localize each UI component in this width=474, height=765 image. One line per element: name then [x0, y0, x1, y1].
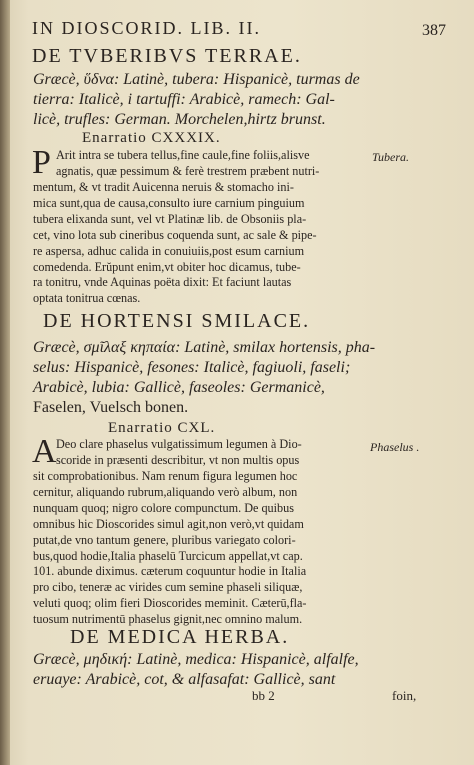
- section-heading-smilace: DE HORTENSI SMILACE.: [43, 310, 311, 332]
- section-names-medica: [33, 650, 359, 690]
- text-line: tuosum nutrimentū phaselus gignit,nec omnino malum.: [33, 612, 303, 627]
- paragraph-tubera: [33, 180, 317, 307]
- text-line: bus,quod hodie,Italia phaselū Turcicum appellat,vt cap.: [33, 548, 303, 563]
- text-line: cernitur, aliquando rubrum,aliquando verò album, non: [33, 484, 298, 499]
- text-line: mentum, & vt tradit Auicenna neruis & stomacho ini-: [33, 180, 294, 194]
- drop-cap-p: P: [32, 144, 51, 181]
- section-heading-tubera: DE TVBERIBVS TERRAE.: [32, 45, 302, 67]
- enarratio-heading-139: Enarratio CXXXIX.: [82, 130, 221, 146]
- names-line: tierra: Italicè, i tartuffi: Arabicè, ramech: Gal-: [33, 91, 335, 108]
- names-line: Græcè, μηδική: Latinè, medica: Hispanicè, alfalfe,: [33, 651, 359, 668]
- text-line: sit comprobationibus. Nam renum figura legumen hoc: [33, 469, 298, 483]
- names-line: Græcè, σμῖλαξ κηπαία: Latinè, smilax hortensis, pha-: [33, 339, 376, 356]
- text-line: Deo clare phaselus vulgatissimum legumen à Dio-: [56, 437, 302, 451]
- text-line: cet, vino lota sub cineribus coquenda sunt, ac sale & pipe-: [33, 227, 317, 242]
- section-names-smilace: [33, 338, 375, 418]
- text-line: re aspersa, adhuc calida in conuiuiis,post esum carnium: [33, 243, 305, 258]
- paragraph-smilace: [33, 469, 307, 628]
- text-line: mica sunt,qua de causa,consulto iure carnium pinguium: [33, 195, 305, 210]
- text-line: putat,de vno tantum genere, pluribus variegato colori-: [33, 532, 296, 547]
- drop-cap-a: A: [32, 433, 57, 470]
- names-line: Arabicè, lubia: Gallicè, faseoles: Germanicè,: [33, 379, 325, 396]
- names-line: licè, trufles: German. Morchelen,hirtz brunst.: [33, 111, 326, 128]
- names-line: eruaye: Arabicè, cot, & alfasafat: Gallicè, sant: [33, 671, 336, 688]
- text-line: agnatis, quæ pessimum & ferè trestrem præbent nutri-: [56, 163, 320, 178]
- page-number: 387: [422, 22, 446, 39]
- section-heading-medica: DE MEDICA HERBA.: [70, 626, 290, 648]
- section-names-tubera: [33, 70, 360, 130]
- book-gutter-shadow: [0, 0, 10, 765]
- text-line: tubera elixanda sunt, vel vt Platinæ lib. de Obsoniis pla-: [33, 211, 307, 226]
- signature-mark: bb 2: [252, 688, 275, 703]
- names-line: selus: Hispanicè, fesones: Italicè, fagiuoli, faseli;: [33, 359, 351, 376]
- text-line: veluti quoq; olim fieri Dioscorides meminit. Cæterū,fla-: [33, 596, 307, 611]
- text-line: optata tonitrua cœnas.: [33, 291, 141, 306]
- margin-note-tubera: Tubera.: [372, 150, 410, 164]
- text-line: Arit intra se tubera tellus,fine caule,fine foliis,alisve: [56, 148, 310, 162]
- names-line: Græcè, ὕδνα: Latinè, tubera: Hispanicè, turmas de: [33, 71, 360, 88]
- text-line: 101. abunde diximus. cæterum coquuntur hodie in Italia: [33, 564, 307, 579]
- text-line: scoride in præsenti describitur, vt non multis opus: [56, 452, 300, 467]
- text-line: pro cibo, teneræ ac virides cum semine phaseli siliquæ,: [33, 580, 303, 595]
- running-title: IN DIOSCORID. LIB. II.: [32, 18, 261, 38]
- enarratio-heading-140: Enarratio CXL.: [108, 420, 216, 436]
- names-line: Faselen, Vuelsch bonen.: [33, 399, 189, 416]
- text-line: ra tonitru, vnde Aquinas poëta dixit: Et faciunt lautas: [33, 275, 292, 290]
- catchword: foin,: [392, 688, 417, 703]
- text-line: nunquam quoq; nigro colore compunctum. De quibus: [33, 500, 294, 515]
- text-line: comedenda. Erŭpunt enim,vt obiter hoc dicamus, tube-: [33, 259, 301, 274]
- margin-note-phaselus: Phaselus .: [370, 440, 420, 454]
- text-line: omnibus hic Dioscorides simul agit,non verò,vt quidam: [33, 516, 304, 531]
- paragraph-tubera-head: [56, 148, 319, 180]
- paragraph-smilace-head: [56, 437, 302, 469]
